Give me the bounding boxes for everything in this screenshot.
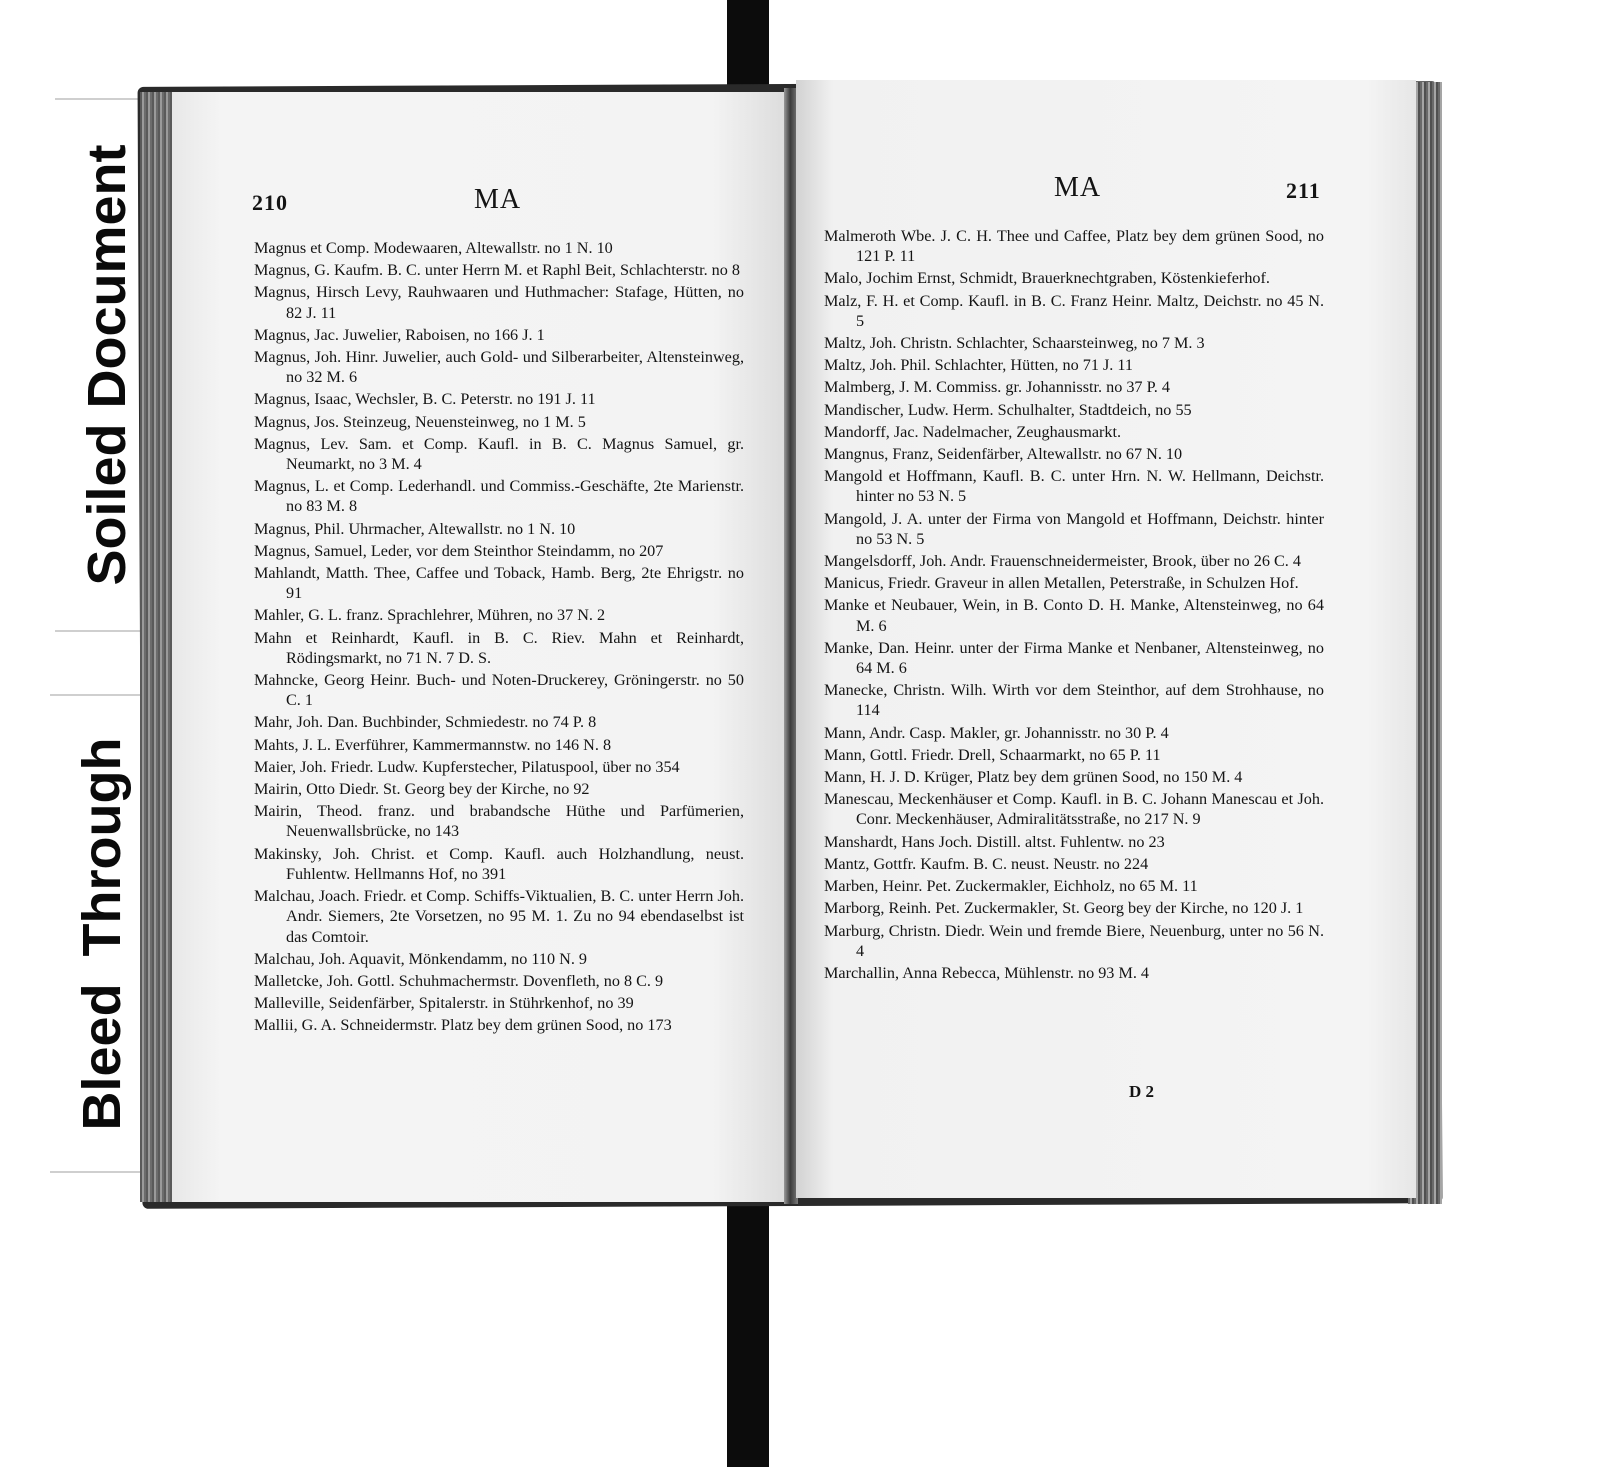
directory-entry: Marborg, Reinh. Pet. Zuckermakler, St. Georg bey der Kirche, no 120 J. 1 bbox=[824, 899, 1304, 918]
directory-entry: Mandorff, Jac. Nadelmacher, Zeughausmarkt. bbox=[824, 422, 1122, 441]
directory-entry: Malchau, Joach. Friedr. et Comp. Schiffs-Viktualien, B. C. unter Herrn Joh. Andr. Siemers, 2te Vorsetzen, no 95 M. 1. Zu no 94 ebendaselbst ist das Comtoir. bbox=[254, 887, 744, 946]
directory-entry: Mantz, Gottfr. Kaufm. B. C. neust. Neustr. no 224 bbox=[824, 854, 1149, 873]
directory-entry: Magnus, Hirsch Levy, Rauhwaaren und Huthmacher: Stafage, Hütten, no 82 J. 11 bbox=[254, 283, 744, 322]
right-page bbox=[796, 80, 1416, 1198]
directory-entry: Magnus, Jac. Juwelier, Raboisen, no 166 J. 1 bbox=[254, 325, 545, 344]
directory-entry: Mahler, G. L. franz. Sprachlehrer, Mühren, no 37 N. 2 bbox=[254, 606, 606, 625]
directory-entry: Mahn et Reinhardt, Kaufl. in B. C. Riev. Mahn et Reinhardt, Rödingsmarkt, no 71 N. 7 D. S. bbox=[254, 628, 744, 667]
directory-entry: Malmberg, J. M. Commiss. gr. Johannisstr. no 37 P. 4 bbox=[824, 378, 1170, 397]
directory-entry: Manicus, Friedr. Graveur in allen Metallen, Peterstraße, in Schulzen Hof. bbox=[824, 574, 1299, 593]
directory-entry: Malletcke, Joh. Gottl. Schuhmachermstr. Dovenfleth, no 8 C. 9 bbox=[254, 971, 664, 990]
directory-entry: Magnus, Phil. Uhrmacher, Altewallstr. no 1 N. 10 bbox=[254, 519, 576, 538]
directory-entry: Mahncke, Georg Heinr. Buch- und Noten-Druckerey, Gröningerstr. no 50 C. 1 bbox=[254, 671, 744, 710]
directory-entry: Mangold et Hoffmann, Kaufl. B. C. unter Hrn. N. W. Hellmann, Deichstr. hinter no 53 N. 5 bbox=[824, 467, 1324, 506]
directory-entry: Mann, Gottl. Friedr. Drell, Schaarmarkt, no 65 P. 11 bbox=[824, 745, 1161, 764]
directory-entry: Magnus, Joh. Hinr. Juwelier, auch Gold- und Silberarbeiter, Altensteinweg, no 32 M. 6 bbox=[254, 348, 744, 387]
book-left-page-edges bbox=[140, 92, 174, 1202]
soiled-document-label-text: Soiled Document bbox=[77, 144, 137, 586]
binding-strap-bottom bbox=[727, 1190, 769, 1467]
directory-entry: Magnus, G. Kaufm. B. C. unter Herrn M. et Raphl Beit, Schlachterstr. no 8 bbox=[254, 261, 740, 280]
left-page bbox=[172, 92, 787, 1202]
directory-entry: Malz, F. H. et Comp. Kaufl. in B. C. Franz Heinr. Maltz, Deichstr. no 45 N. 5 bbox=[824, 291, 1324, 330]
directory-entry: Manke, Dan. Heinr. unter der Firma Manke et Nenbaner, Altensteinweg, no 64 M. 6 bbox=[824, 638, 1324, 678]
directory-entry: Marchallin, Anna Rebecca, Mühlenstr. no 93 M. 4 bbox=[824, 963, 1150, 982]
signature-mark: D 2 bbox=[1129, 1082, 1155, 1101]
directory-entry: Maier, Joh. Friedr. Ludw. Kupferstecher, Pilatuspool, über no 354 bbox=[254, 757, 680, 776]
directory-entries bbox=[254, 238, 744, 1038]
directory-entry: Manshardt, Hans Joch. Distill. altst. Fuhlentw. no 23 bbox=[824, 832, 1165, 851]
directory-entry: Magnus, Jos. Steinzeug, Neuensteinweg, no 1 M. 5 bbox=[254, 412, 586, 431]
page-heading: MA bbox=[474, 184, 522, 215]
directory-entry: Malmeroth Wbe. J. C. H. Thee und Caffee, Platz bey dem grünen Sood, no 121 P. 11 bbox=[824, 227, 1324, 266]
directory-entry: Mangelsdorff, Joh. Andr. Frauenschneidermeister, Brook, über no 26 C. 4 bbox=[824, 552, 1301, 571]
directory-entry: Mairin, Theod. franz. und brabandsche Hüthe und Parfümerien, Neuenwallsbrücke, no 143 bbox=[254, 802, 744, 841]
directory-entry: Magnus, L. et Comp. Lederhandl. und Commiss.-Geschäfte, 2te Marienstr. no 83 M. 8 bbox=[254, 477, 744, 516]
directory-entry: Mandischer, Ludw. Herm. Schulhalter, Stadtdeich, no 55 bbox=[824, 400, 1192, 419]
directory-entry: Mahr, Joh. Dan. Buchbinder, Schmiedestr. no 74 P. 8 bbox=[254, 713, 597, 732]
directory-entry: Malchau, Joh. Aquavit, Mönkendamm, no 110 N. 9 bbox=[254, 949, 588, 968]
directory-entry: Malleville, Seidenfärber, Spitalerstr. in Stührkenhof, no 39 bbox=[254, 994, 634, 1013]
directory-entry: Magnus et Comp. Modewaaren, Altewallstr. no 1 N. 10 bbox=[254, 239, 613, 257]
directory-entry: Maltz, Joh. Phil. Schlachter, Hütten, no 71 J. 11 bbox=[824, 356, 1133, 375]
directory-entry: Malo, Jochim Ernst, Schmidt, Brauerknechtgraben, Köstenkieferhof. bbox=[824, 269, 1270, 288]
directory-entry: Mann, H. J. D. Krüger, Platz bey dem grünen Sood, no 150 M. 4 bbox=[824, 768, 1243, 787]
directory-entry: Magnus, Samuel, Leder, vor dem Steinthor Steindamm, no 207 bbox=[254, 541, 664, 560]
directory-entry: Manecke, Christn. Wilh. Wirth vor dem Steinthor, auf dem Strohhause, no 114 bbox=[824, 681, 1324, 720]
directory-entry: Maltz, Joh. Christn. Schlachter, Schaarsteinweg, no 7 M. 3 bbox=[824, 334, 1205, 353]
directory-entry: Marburg, Christn. Diedr. Wein und fremde Biere, Neuenburg, unter no 56 N. 4 bbox=[824, 921, 1324, 960]
directory-entry: Mangnus, Franz, Seidenfärber, Altewallstr. no 67 N. 10 bbox=[824, 445, 1183, 464]
directory-entry: Mairin, Otto Diedr. St. Georg bey der Kirche, no 92 bbox=[254, 780, 590, 799]
directory-entry: Mahlandt, Matth. Thee, Caffee und Toback, Hamb. Berg, 2te Ehrigstr. no 91 bbox=[254, 564, 744, 603]
directory-entry: Marben, Heinr. Pet. Zuckermakler, Eichholz, no 65 M. 11 bbox=[824, 877, 1198, 896]
directory-entry: Mahts, J. L. Everführer, Kammermannstw. no 146 N. 8 bbox=[254, 735, 612, 754]
directory-entry: Manke et Neubauer, Wein, in B. Conto D. H. Manke, Altensteinweg, no 64 M. 6 bbox=[824, 596, 1324, 635]
bleed-through-label-text: Bleed Through bbox=[72, 737, 132, 1130]
directory-entries bbox=[824, 226, 1324, 985]
directory-entry: Manescau, Meckenhäuser et Comp. Kaufl. in B. C. Johann Manescau et Joh. Conr. Meckenhäuser, Admiralitätsstraße, no 217 N. 9 bbox=[824, 790, 1324, 829]
page-heading: MA bbox=[1054, 172, 1102, 203]
directory-entry: Mallii, G. A. Schneidermstr. Platz bey dem grünen Sood, no 173 bbox=[254, 1016, 672, 1035]
directory-entry: Mangold, J. A. unter der Firma von Mangold et Hoffmann, Deichstr. hinter no 53 N. 5 bbox=[824, 509, 1324, 548]
directory-entry: Magnus, Isaac, Wechsler, B. C. Peterstr. no 191 J. 11 bbox=[254, 390, 596, 409]
page-number: 210 bbox=[252, 190, 288, 215]
directory-entry: Magnus, Lev. Sam. et Comp. Kaufl. in B. C. Magnus Samuel, gr. Neumarkt, no 3 M. 4 bbox=[254, 434, 744, 474]
directory-entry: Makinsky, Joh. Christ. et Comp. Kaufl. auch Holzhandlung, neust. Fuhlentw. Hellmanns Hof, no 391 bbox=[254, 844, 744, 883]
page-number: 211 bbox=[1286, 178, 1321, 203]
directory-entry: Mann, Andr. Casp. Makler, gr. Johannisstr. no 30 P. 4 bbox=[824, 723, 1169, 742]
